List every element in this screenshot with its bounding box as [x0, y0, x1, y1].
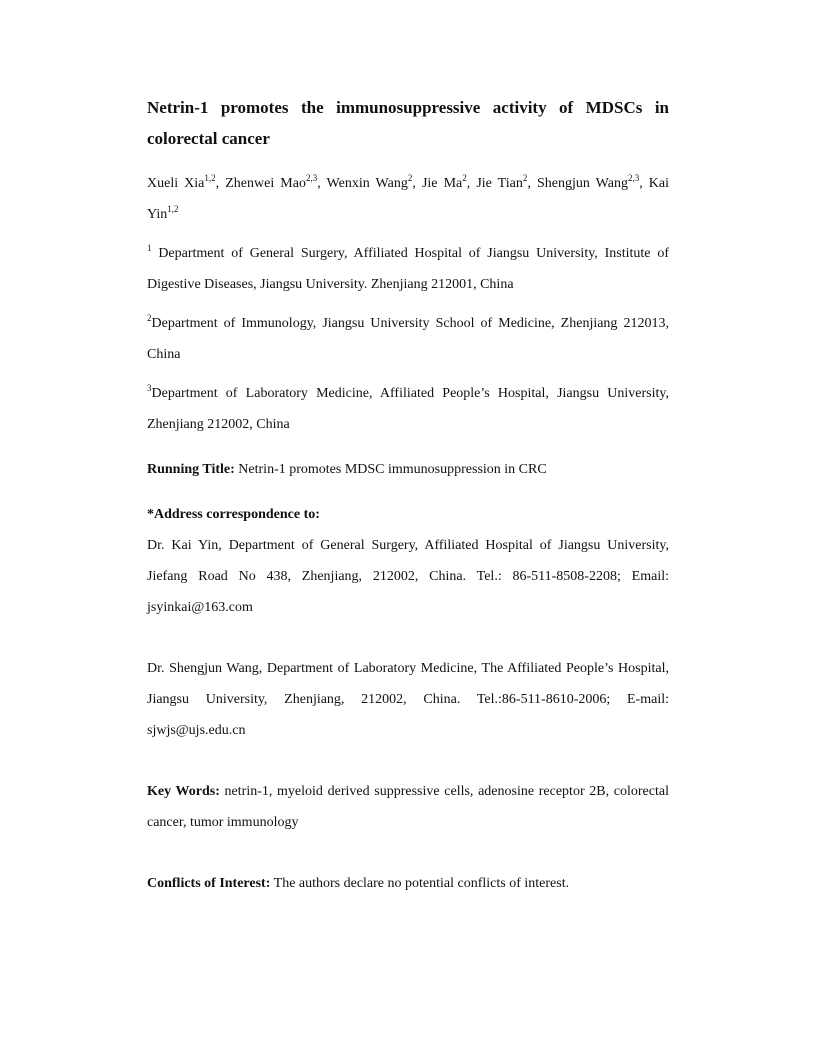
- affiliation-text: Department of Laboratory Medicine, Affiliated People’s Hospital, Jiangsu University, Zhenjiang 212002, China: [147, 386, 669, 432]
- author-name: Xueli Xia: [147, 176, 205, 191]
- author-affiliation-mark: 2: [522, 173, 528, 183]
- author-affiliation-mark: 2,3: [627, 173, 640, 183]
- affiliation-text: Department of Immunology, Jiangsu University School of Medicine, Zhenjiang 212013, China: [147, 316, 669, 362]
- keywords: [147, 776, 669, 838]
- author-name: Wenxin Wang: [326, 176, 408, 191]
- author-name: Jie Ma: [421, 176, 463, 191]
- author-name: Shengjun Wang: [536, 176, 628, 191]
- keywords-text: netrin-1, myeloid derived suppressive cells, adenosine receptor 2B, colorectal cancer, tumor immunology: [147, 784, 669, 830]
- correspondence-contact-1: Dr. Kai Yin, Department of General Surgery, Affiliated Hospital of Jiangsu University, Jiefang Road No 438, Zhenjiang, 212002, China. Tel.: 86-511-8508-2208; Email: jsyinkai@163.com: [147, 538, 669, 615]
- correspondence-heading: *Address correspondence to:: [147, 507, 320, 522]
- conflicts-label: Conflicts of Interest:: [147, 876, 271, 891]
- conflicts-text: The authors declare no potential conflicts of interest.: [270, 876, 570, 891]
- author-affiliation-mark: 1,2: [204, 173, 216, 183]
- running-title-text: Netrin-1 promotes MDSC immunosuppression in CRC: [234, 462, 547, 477]
- paper-title: Netrin-1 promotes the immunosuppressive activity of MDSCs in colorectal cancer: [147, 98, 669, 148]
- affiliation-3: [147, 378, 669, 440]
- affiliation-number: 3: [147, 383, 152, 393]
- author-name: Jie Tian: [476, 176, 523, 191]
- affiliation-number: 2: [147, 313, 152, 323]
- author-name: Zhenwei Mao: [225, 176, 306, 191]
- author-list: Xueli Xia$^{1,2}$, Zhenwei Mao$^{2,3}$, Wenxin Wang$^2$, Jie Ma$^2$, Jie Tian$^2$, Shengjun Wang$^{2,3}$, Kai Yin$^{1,2}$: [147, 173, 670, 222]
- correspondence-contact-2: Dr. Shengjun Wang, Department of Laboratory Medicine, The Affiliated People’s Hospital, Jiangsu University, Zhenjiang, 212002, China. Tel.:86-511-8610-2006; E-mail: sjwjs@ujs.edu.cn: [147, 661, 669, 738]
- author-affiliation-mark: 1,2: [167, 204, 179, 214]
- keywords-label: Key Words:: [147, 784, 220, 799]
- running-title: [147, 454, 669, 485]
- paper-title-page: [147, 92, 669, 899]
- author-affiliation-mark: 2,3: [305, 173, 318, 183]
- affiliation-number: 1: [147, 243, 152, 253]
- author-affiliation-mark: 2: [462, 173, 467, 183]
- author-name: Kai Yin: [147, 176, 670, 222]
- affiliation-1: [147, 238, 669, 300]
- author-affiliation-mark: 2: [407, 173, 413, 183]
- conflicts-of-interest: [147, 868, 669, 899]
- affiliation-2: [147, 308, 669, 370]
- running-title-label: Running Title:: [147, 462, 235, 477]
- affiliation-text: Department of General Surgery, Affiliated Hospital of Jiangsu University, Institute of Digestive Diseases, Jiangsu University. Zhenjiang 212001, China: [147, 246, 669, 292]
